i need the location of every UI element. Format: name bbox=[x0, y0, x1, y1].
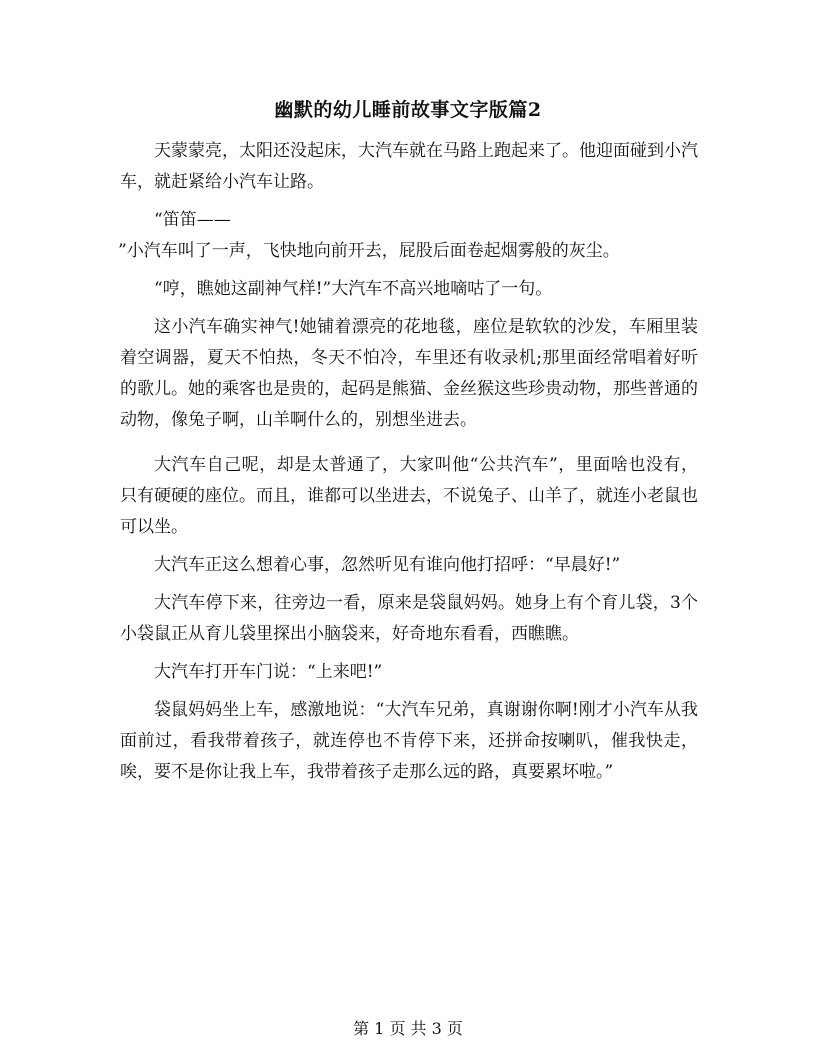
paragraph-5: 这小汽车确实神气!她铺着漂亮的花地毯，座位是软软的沙发，车厢里装着空调器，夏天不怕热，冬天不怕冷，车里还有收录机;那里面经常唱着好听的歌儿。她的乘客也是贵的，起码是熊猫、金丝猴这些珍贵动物，那些普通的动物，像兔子啊，山羊啊什么的，别想坐进去。 bbox=[120, 317, 698, 430]
paragraph-1: 天蒙蒙亮，太阳还没起床，大汽车就在马路上跑起来了。他迎面碰到小汽车，就赶紧给小汽车让路。 bbox=[120, 141, 698, 192]
paragraph-7: 大汽车正这么想着心事，忽然听见有谁向他打招呼：“早晨好!” bbox=[154, 555, 621, 575]
paragraph-6: 大汽车自己呢，却是太普通了，大家叫他“公共汽车”，里面啥也没有，只有硬硬的座位。而且，谁都可以坐进去，不说兔子、山羊了，就连小老鼠也可以坐。 bbox=[120, 455, 698, 537]
paragraph-10: 袋鼠妈妈坐上车，感激地说：“大汽车兄弟，真谢谢你啊!刚才小汽车从我面前过，看我带着孩子，就连停也不肯停下来，还拼命按喇叭，催我快走，唉，要不是你让我上车，我带着孩子走那么远的路，真要累坏啦。” bbox=[120, 700, 698, 782]
paragraph-3: ”小汽车叫了一声，飞快地向前开去，屁股后面卷起烟雾般的灰尘。 bbox=[118, 241, 620, 261]
paragraph-9: 大汽车打开车门说：“上来吧!” bbox=[154, 662, 383, 682]
paragraph-4: “哼，瞧她这副神气样!”大汽车不高兴地嘀咕了一句。 bbox=[154, 279, 553, 299]
paragraph-8: 大汽车停下来，往旁边一看，原来是袋鼠妈妈。她身上有个育儿袋，3个小袋鼠正从育儿袋里探出小脑袋来，好奇地东看看，西瞧瞧。 bbox=[120, 593, 698, 644]
document-title: 幽默的幼儿睡前故事文字版篇2 bbox=[274, 99, 542, 121]
document-body bbox=[120, 136, 698, 795]
paragraph-2: “笛笛—— bbox=[154, 210, 231, 230]
page-number-footer: 第 1 页 共 3 页 bbox=[353, 1019, 463, 1038]
